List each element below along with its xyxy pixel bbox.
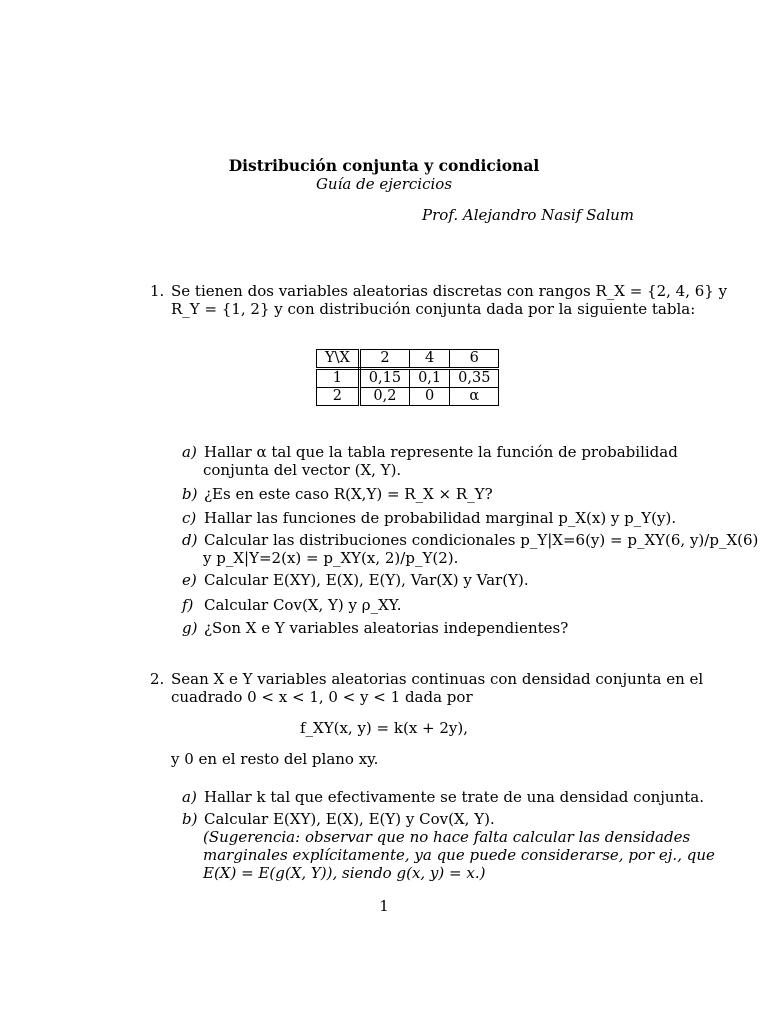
- table-header-cell: 6: [450, 350, 499, 369]
- exercise-text-line: cuadrado 0 < x < 1, 0 < y < 1 dada por: [171, 688, 473, 706]
- table-cell: 0,15: [359, 369, 409, 388]
- exercise-number: 2.: [150, 670, 165, 688]
- exercise-text-line: Sean X e Y variables aleatorias continuas con densidad conjunta en el: [171, 670, 704, 688]
- table-cell: α: [450, 388, 499, 406]
- item-text-line: y p_X|Y=2(x) = p_XY(x, 2)/p_Y(2).: [203, 549, 459, 567]
- table-corner-cell: Y\X: [317, 350, 360, 369]
- table-cell: 0,2: [359, 388, 409, 406]
- table-cell: 0,1: [410, 369, 450, 388]
- table-header-cell: 4: [410, 350, 450, 369]
- item-label: b): [182, 485, 198, 503]
- item-text-line: Calcular E(XY), E(X), E(Y), Var(X) y Var(Y).: [204, 571, 529, 589]
- table-row-header: 1: [317, 369, 360, 388]
- item-label: b): [182, 810, 198, 828]
- table-header-cell: 2: [359, 350, 409, 369]
- item-text-line: ¿Son X e Y variables aleatorias independientes?: [204, 619, 569, 637]
- table-row-header: 2: [317, 388, 360, 406]
- exercise-number: 1.: [150, 282, 165, 300]
- document-subtitle: Guía de ejercicios: [315, 175, 453, 193]
- item-hint-line: (Sugerencia: observar que no hace falta calcular las densidades: [203, 828, 691, 846]
- exercise-item: [182, 443, 678, 462]
- item-label: a): [182, 443, 197, 461]
- item-hint-line: marginales explícitamente, ya que puede considerarse, por ej., que: [203, 846, 715, 864]
- density-formula: f_XY(x, y) = k(x + 2y),: [299, 719, 469, 737]
- item-text-line: Hallar las funciones de probabilidad marginal p_X(x) y p_Y(y).: [204, 509, 677, 527]
- exercise-item: [182, 788, 704, 807]
- item-text-line: conjunta del vector (X, Y).: [203, 461, 402, 479]
- item-text-line: Hallar α tal que la tabla represente la función de probabilidad: [204, 443, 678, 461]
- exercise-text-line: R_Y = {1, 2} y con distribución conjunta dada por la siguiente tabla:: [171, 300, 696, 318]
- item-label: c): [182, 509, 197, 527]
- exercise-item: [182, 596, 402, 615]
- table-row: [317, 369, 499, 388]
- item-text-line: Calcular Cov(X, Y) y ρ_XY.: [204, 596, 402, 614]
- table-row: [317, 388, 499, 406]
- item-text-line: Calcular las distribuciones condicionales p_Y|X=6(y) = p_XY(6, y)/p_X(6): [204, 531, 759, 549]
- exercise-text-line: y 0 en el resto del plano xy.: [171, 750, 379, 768]
- table-cell: 0,35: [450, 369, 499, 388]
- table-cell: 0: [410, 388, 450, 406]
- item-text-line: Hallar k tal que efectivamente se trate de una densidad conjunta.: [204, 788, 704, 806]
- item-label: e): [182, 571, 197, 589]
- document-title: Distribución conjunta y condicional: [228, 156, 540, 175]
- exercise-text-line: Se tienen dos variables aleatorias discretas con rangos R_X = {2, 4, 6} y: [171, 282, 728, 300]
- exercise-item: [182, 619, 568, 638]
- item-text-line: ¿Es en este caso R(X,Y) = R_X × R_Y?: [204, 485, 493, 503]
- table-header-row: [317, 350, 499, 369]
- joint-distribution-table: [316, 349, 499, 406]
- author-line: Prof. Alejandro Nasif Salum: [422, 206, 634, 224]
- item-label: a): [182, 788, 197, 806]
- exercise-item: [182, 571, 529, 590]
- item-hint-line: E(X) = E(g(X, Y)), siendo g(x, y) = x.): [203, 864, 486, 882]
- item-text-line: Calcular E(XY), E(X), E(Y) y Cov(X, Y).: [204, 810, 495, 828]
- exercise-item: [182, 485, 493, 504]
- exercise-item: [182, 509, 676, 528]
- exercise-item: [182, 531, 758, 550]
- item-label: f): [182, 596, 194, 614]
- item-label: d): [182, 531, 198, 549]
- exercise-item: [182, 810, 495, 829]
- page-number: 1: [379, 897, 389, 915]
- item-label: g): [182, 619, 198, 637]
